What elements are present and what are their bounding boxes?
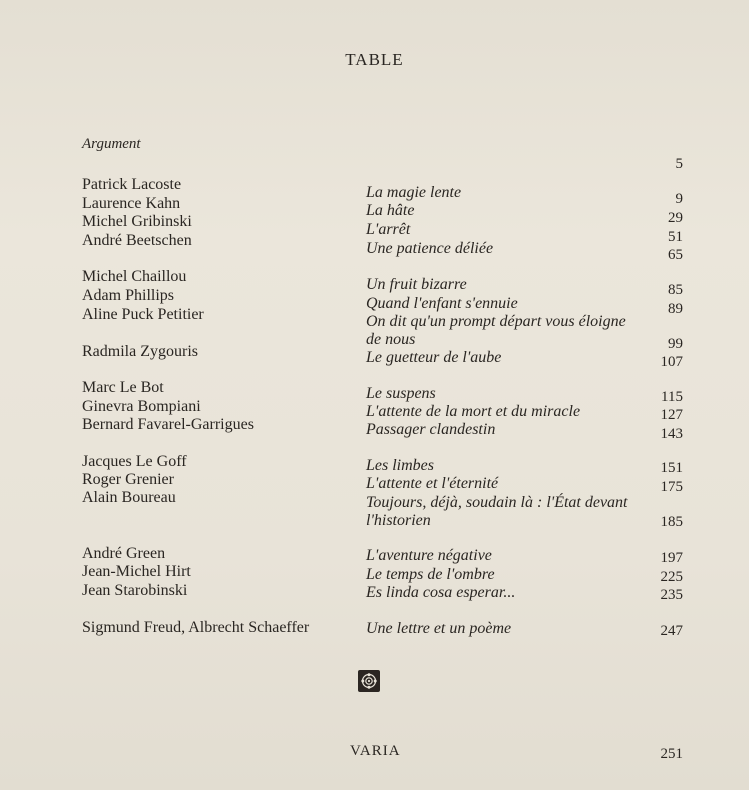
toc-work: Le suspens — [366, 385, 436, 402]
toc-work: Passager clandestin — [366, 421, 496, 438]
toc-work: L'aventure négative — [366, 547, 492, 564]
toc-work: La hâte — [366, 202, 415, 219]
toc-page-number: 197 — [660, 550, 683, 566]
toc-work-continued: de nous — [366, 331, 416, 348]
argument-page-number: 5 — [675, 156, 683, 172]
toc-work: Quand l'enfant s'ennuie — [366, 295, 518, 312]
varia-page-number: 251 — [660, 746, 683, 762]
toc-work: On dit qu'un prompt départ vous éloigne — [366, 313, 626, 330]
toc-author: Radmila Zygouris — [82, 343, 198, 360]
toc-page-number: 107 — [660, 354, 683, 370]
toc-author: Michel Gribinski — [82, 213, 192, 230]
toc-work: L'attente et l'éternité — [366, 475, 499, 492]
toc-page-number: 247 — [660, 623, 683, 639]
toc-author: Aline Puck Petitier — [82, 306, 204, 323]
toc-work: L'arrêt — [366, 221, 411, 238]
page-title: TABLE — [345, 50, 404, 69]
argument-label: Argument — [82, 136, 141, 152]
toc-page-number: 9 — [675, 191, 683, 207]
toc-author: André Beetschen — [82, 232, 192, 249]
toc-author: Adam Phillips — [82, 287, 175, 304]
toc-page-number: 65 — [668, 247, 683, 263]
toc-page-number: 175 — [660, 479, 683, 495]
toc-work: Une patience déliée — [366, 240, 494, 257]
toc-work: Les limbes — [366, 457, 434, 474]
toc-author: Sigmund Freud, Albrecht Schaeffer — [82, 619, 310, 636]
toc-page-number: 51 — [668, 229, 683, 245]
toc-author: Michel Chaillou — [82, 268, 187, 285]
toc-author: André Green — [82, 545, 166, 562]
toc-work: Une lettre et un poème — [366, 620, 512, 637]
toc-work: L'attente de la mort et du miracle — [366, 403, 581, 420]
toc-page-number: 235 — [660, 587, 683, 603]
toc-work: Un fruit bizarre — [366, 276, 467, 293]
toc-author: Laurence Kahn — [82, 195, 181, 212]
toc-work: Le temps de l'ombre — [366, 566, 495, 583]
toc-work: Es linda cosa esperar... — [366, 584, 516, 601]
toc-page-number: 89 — [668, 301, 683, 317]
toc-author: Ginevra Bompiani — [82, 398, 201, 415]
toc-page-number: 29 — [668, 210, 683, 226]
toc-page-number: 127 — [660, 407, 683, 423]
toc-author: Jacques Le Goff — [82, 453, 187, 470]
toc-author: Marc Le Bot — [82, 379, 164, 396]
toc-author: Roger Grenier — [82, 471, 174, 488]
toc-page-number: 185 — [660, 514, 683, 530]
toc-work-continued: l'historien — [366, 512, 431, 529]
toc-page-number: 99 — [668, 336, 683, 352]
toc-work: Le guetteur de l'aube — [366, 349, 502, 366]
rosette-ornament-icon — [358, 670, 380, 692]
toc-author: Bernard Favarel-Garrigues — [82, 416, 254, 433]
toc-page-number: 143 — [660, 426, 683, 442]
toc-page-number: 115 — [661, 389, 683, 405]
toc-author: Jean Starobinski — [82, 582, 188, 599]
toc-page-number: 151 — [660, 460, 683, 476]
varia-heading: VARIA — [350, 743, 401, 759]
toc-author: Jean-Michel Hirt — [82, 563, 191, 580]
toc-work: La magie lente — [366, 184, 462, 201]
toc-author: Alain Boureau — [82, 489, 176, 506]
toc-page-number: 85 — [668, 282, 683, 298]
toc-page-number: 225 — [660, 569, 683, 585]
toc-author: Patrick Lacoste — [82, 176, 182, 193]
toc-work: Toujours, déjà, soudain là : l'État devant — [366, 494, 628, 511]
